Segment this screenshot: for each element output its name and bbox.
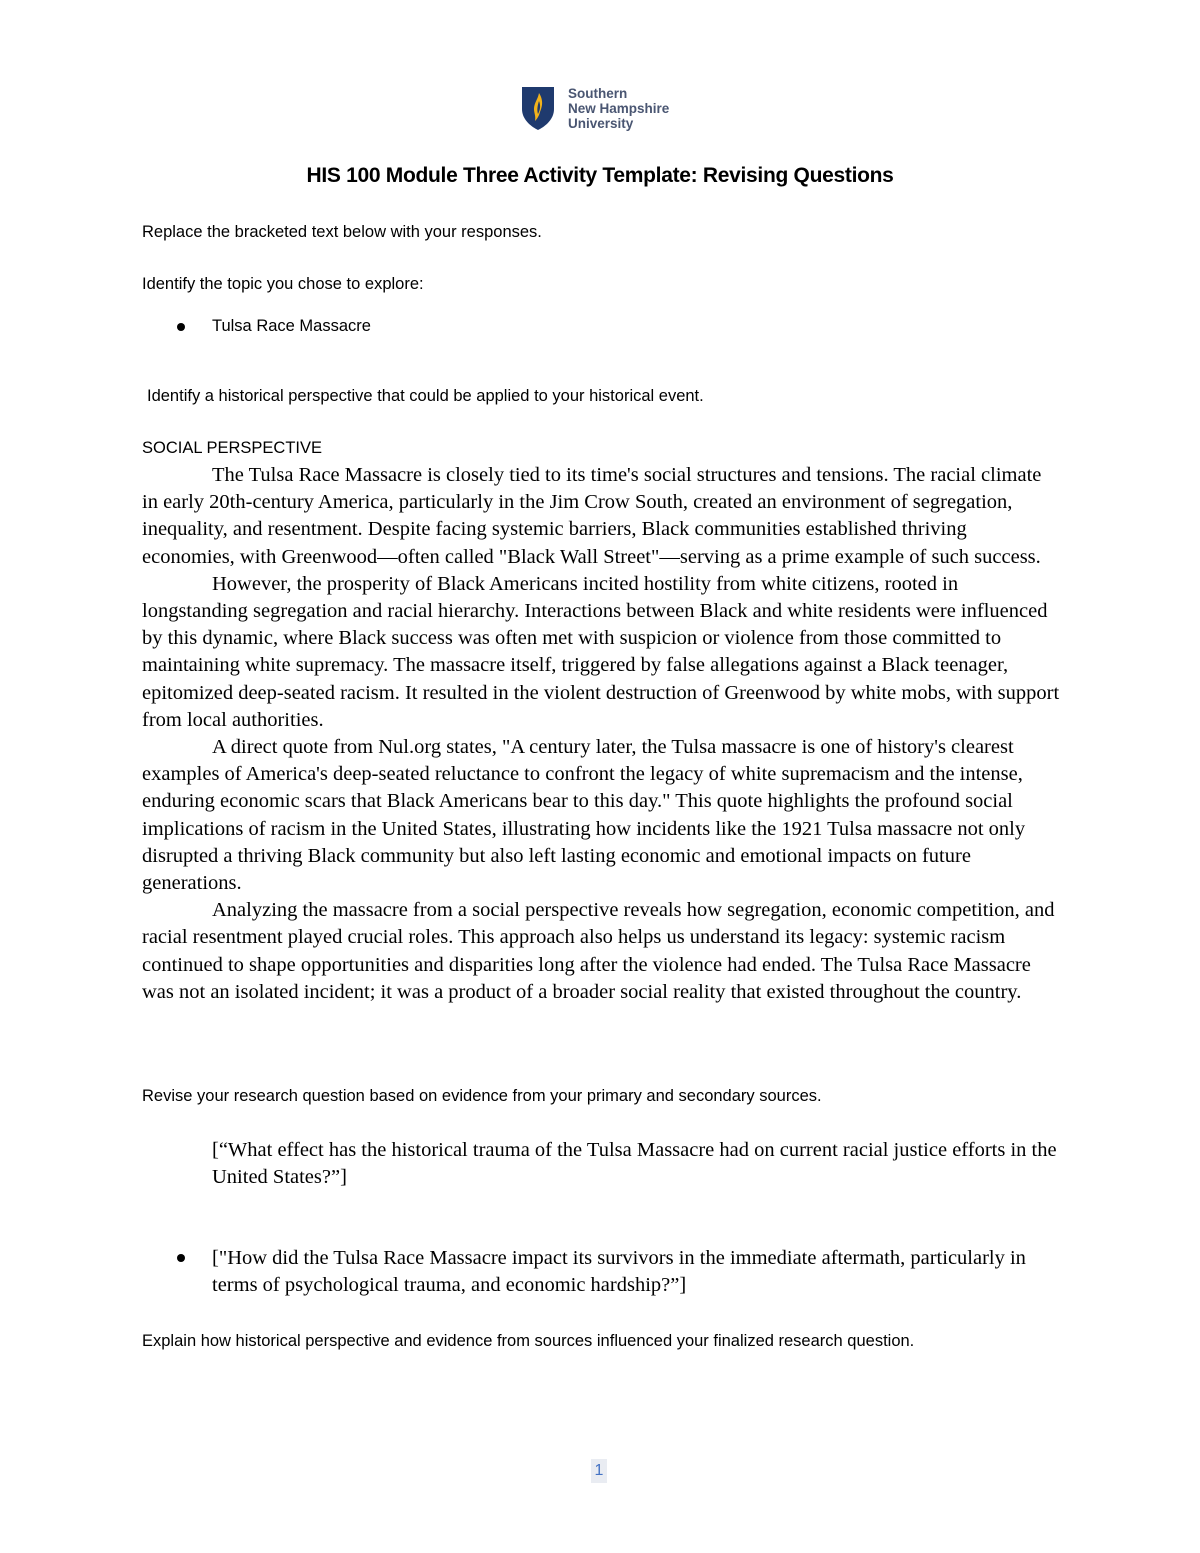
revise-prompt: Revise your research question based on evidence from your primary and secondary sources. (142, 1087, 822, 1105)
logo-line: Southern (568, 85, 628, 101)
topic-prompt: Identify the topic you chose to explore: (142, 275, 424, 293)
logo-line: University (568, 115, 634, 131)
instructions-text: Replace the bracketed text below with your responses. (142, 223, 542, 241)
logo-line: New Hampshire (568, 100, 670, 116)
explain-prompt: Explain how historical perspective and evidence from sources influenced your finalized research question. (142, 1332, 915, 1350)
essay-paragraph: The Tulsa Race Massacre is closely tied to its time's social structures and tensions. The racial climate in early 20th-century America, particularly in the Jim Crow South, created an environment of segregation, inequality, and resentment. Despite facing systemic barriers, Black communities established thriving economies, with Greenwood—often called "Black Wall Street"—serving as a prime example of such success. (142, 464, 1042, 568)
logo-wordmark (568, 86, 669, 131)
topic-answer: Tulsa Race Massacre (212, 317, 371, 335)
perspective-prompt: Identify a historical perspective that could be applied to your historical event. (147, 387, 704, 405)
perspective-essay (142, 462, 1062, 1006)
essay-paragraph: A direct quote from Nul.org states, "A century later, the Tulsa massacre is one of history's clearest examples of America's deep-seated reluctance to confront the legacy of white supremacism and the intense, enduring economic scars that Black Americans bear to this day." This quote highlights the profound social implications of racism in the United States, illustrating how incidents like the 1921 Tulsa massacre not only disrupted a thriving Black community but also left lasting economic and emotional impacts on future generations. (142, 736, 1026, 895)
flame-shield-icon (520, 85, 556, 131)
essay-paragraph: However, the prosperity of Black Americans incited hostility from white citizens, rooted in longstanding segregation and racial hierarchy. Interactions between Black and white residents were influenced by this dynamic, where Black success was often met with suspicion or violence from those committed to maintaining white supremacy. The massacre itself, triggered by false allegations against a Black teenager, epitomized deep-seated racism. It resulted in the violent destruction of Greenwood by white mobs, with support from local authorities. (142, 572, 1060, 731)
bullet-icon (177, 1254, 185, 1262)
research-question-1: [“What effect has the historical trauma of the Tulsa Massacre had on current racial justice efforts in the United States?”] (212, 1139, 1057, 1189)
university-logo (520, 84, 690, 132)
essay-paragraph: Analyzing the massacre from a social perspective reveals how segregation, economic competition, and racial resentment played crucial roles. This approach also helps us understand its legacy: systemic racism continued to shape opportunities and disparities long after the violence had ended. The Tulsa Race Massacre was not an isolated incident; it was a product of a broader social reality that existed throughout the country. (142, 899, 1055, 1003)
document-title: HIS 100 Module Three Activity Template: Revising Questions (306, 164, 894, 187)
perspective-heading: SOCIAL PERSPECTIVE (142, 439, 323, 457)
page-number: 1 (591, 1459, 607, 1483)
research-question-2: ["How did the Tulsa Race Massacre impact its survivors in the immediate aftermath, particularly in terms of psychological trauma, and economic hardship?”] (212, 1247, 1026, 1297)
bullet-icon (177, 323, 185, 331)
